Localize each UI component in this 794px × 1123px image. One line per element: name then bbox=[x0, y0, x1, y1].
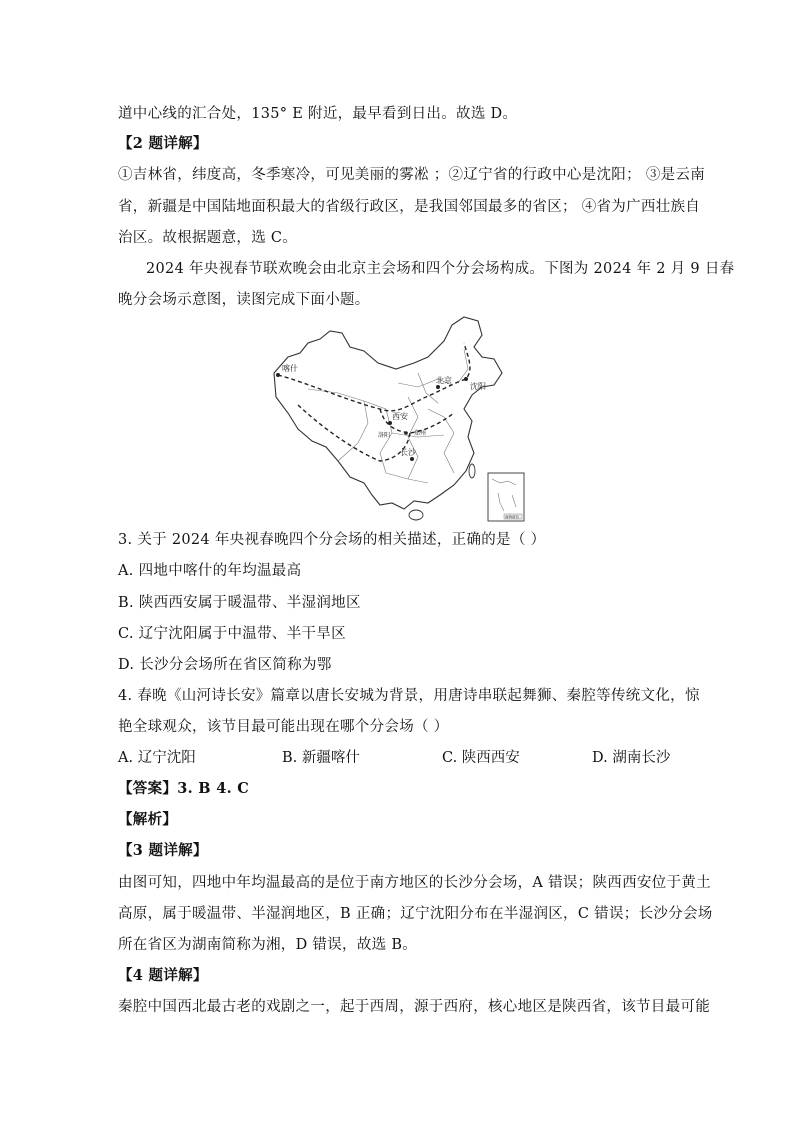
option-4b: B. 新疆喀什 bbox=[282, 750, 360, 766]
answer-line: 【答案】3. B 4. C bbox=[118, 780, 250, 797]
text-line: 秦腔中国西北最古老的戏剧之一，起于西周，源于西府，核心地区是陕西省，该节目最可能 bbox=[118, 999, 710, 1015]
china-map bbox=[268, 313, 528, 525]
text-line: 道中心线的汇合处，135° E 附近，最早看到日出。故选 D。 bbox=[118, 106, 518, 122]
text-line: ①吉林省，纬度高，冬季寒冷，可见美丽的雾凇 ；②辽宁省的行政中心是沈阳； ③是云南 bbox=[118, 167, 706, 183]
text-line: 所在省区为湖南简称为湘，D 错误，故选 B。 bbox=[118, 937, 418, 953]
question-3: 3. 关于 2024 年央视春晚四个分会场的相关描述，正确的是（ ） bbox=[118, 532, 546, 548]
text-line: 治区。故根据题意，选 C。 bbox=[118, 230, 298, 246]
changsha-label: 长沙 bbox=[400, 448, 416, 457]
luoyang-label: 洛阳 bbox=[378, 432, 391, 439]
shenyang-marker bbox=[464, 377, 468, 381]
text-line: 高原，属于暖温带、半湿润地区，B 正确；辽宁沈阳分布在半湿润区，C 错误；长沙分会场 bbox=[118, 906, 713, 922]
option-4a: A. 辽宁沈阳 bbox=[118, 750, 196, 766]
hainan-island bbox=[409, 510, 423, 520]
taiwan-island bbox=[469, 464, 475, 478]
inset-note: 南海诸岛 bbox=[505, 515, 519, 519]
question-4: 4. 春晚《山河诗长安》篇章以唐长安城为背景，用唐诗串联起舞狮、秦腔等传统文化，惊 bbox=[118, 688, 700, 704]
zhengzhou-label: 郑州 bbox=[414, 430, 427, 437]
south-sea-inset bbox=[488, 473, 524, 521]
text-line: 由图可知，四地中年均温最高的是位于南方地区的长沙分会场，A 错误；陕西西安位于黄土 bbox=[118, 875, 711, 891]
china-outline bbox=[274, 317, 502, 509]
beijing-marker bbox=[436, 385, 440, 389]
text-line: 2024 年央视春节联欢晚会由北京主会场和四个分会场构成。下图为 2024 年 2 月 9 日春 bbox=[146, 261, 735, 277]
text-line: 艳全球观众，该节目最可能出现在哪个分会场（ ） bbox=[118, 719, 449, 735]
shenyang-label: 沈阳 bbox=[470, 382, 486, 391]
option-3b: B. 陕西西安属于暖温带、半湿润地区 bbox=[118, 595, 361, 611]
section-heading: 【3 题详解】 bbox=[118, 842, 208, 859]
option-4d: D. 湖南长沙 bbox=[592, 750, 671, 766]
option-3d: D. 长沙分会场所在省区简称为鄂 bbox=[118, 657, 332, 673]
zhengzhou-marker bbox=[404, 431, 408, 435]
kashi-marker bbox=[276, 373, 280, 377]
option-4c: C. 陕西西安 bbox=[442, 750, 520, 766]
option-3c: C. 辽宁沈阳属于中温带、半干旱区 bbox=[118, 626, 346, 642]
section-heading: 【2 题详解】 bbox=[118, 135, 208, 152]
section-heading: 【4 题详解】 bbox=[118, 967, 208, 984]
option-3a: A. 四地中喀什的年均温最高 bbox=[118, 563, 302, 579]
text-line: 省，新疆是中国陆地面积最大的省级行政区，是我国邻国最多的省区； ④省为广西壮族自 bbox=[118, 199, 701, 215]
kashi-label: 喀什 bbox=[282, 364, 298, 373]
text-line: 晚分会场示意图，读图完成下面小题。 bbox=[118, 292, 370, 308]
xian-label: 西安 bbox=[392, 412, 408, 421]
analysis-heading: 【解析】 bbox=[118, 811, 178, 828]
beijing-label: 北京 bbox=[436, 376, 452, 385]
china-map-figure bbox=[268, 313, 528, 525]
xian-marker bbox=[388, 421, 392, 425]
changsha-marker bbox=[410, 457, 414, 461]
